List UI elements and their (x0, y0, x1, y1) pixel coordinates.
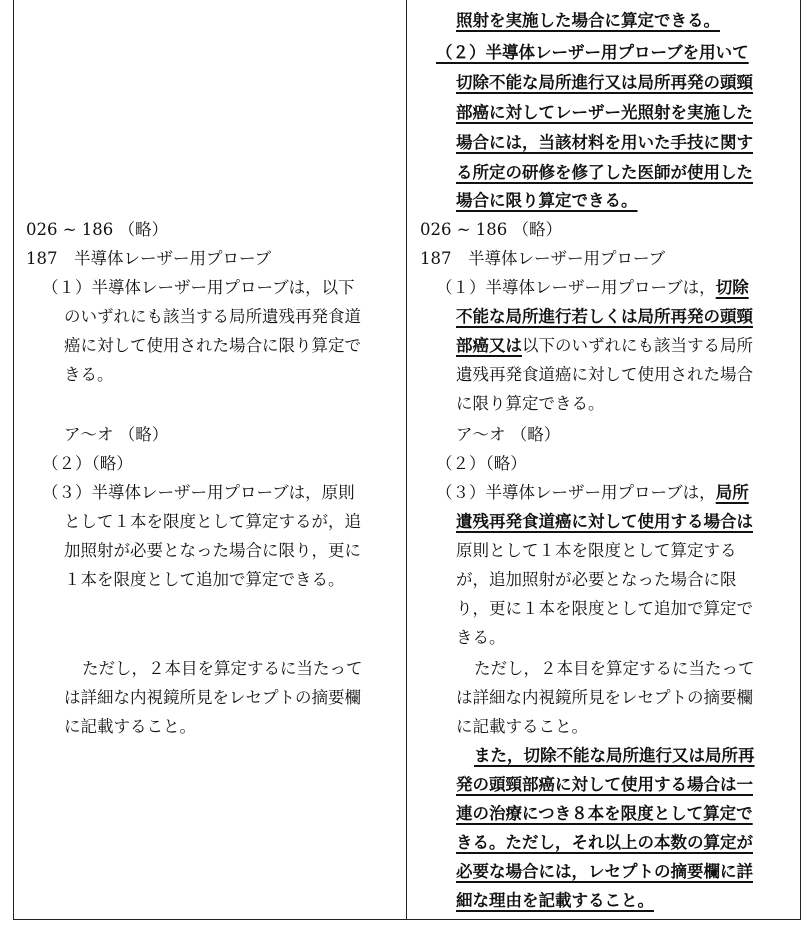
right-p1-line (436, 273, 749, 302)
right-p5-line: 必要な場合には，レセプトの摘要欄に詳 (456, 862, 753, 881)
left-p4-line: は詳細な内視鏡所見をレセプトの摘要欄 (64, 688, 361, 707)
right-p5-line: 連の治療につき８本を限度として算定で (456, 804, 753, 823)
right-p3-line: が，追加照射が必要となった場合に限 (456, 570, 737, 589)
right-p1-added-text: 部癌又は (456, 336, 522, 355)
left-p3-line: 加照射が必要となった場合に限り，更に (64, 541, 361, 560)
right-p4-line: ただし，２本目を算定するに当たって (474, 659, 755, 678)
right-p5-line: 発の頭頸部癌に対して使用する場合は一 (456, 775, 753, 794)
right-p4-line: に記載すること。 (456, 717, 588, 736)
right-range-line: 026 ~ 186 （略） (420, 220, 563, 239)
right-p3-line: り，更に１本を限度として追加で算定で (456, 599, 753, 618)
right-top-p2-line: 場合に限り算定できる。 (456, 191, 638, 210)
right-p1-line (456, 331, 753, 360)
right-p2: （２）（略） (436, 454, 527, 473)
left-range-line: 026 ~ 186 （略） (26, 220, 169, 239)
right-p1-line: に限り算定できる。 (456, 394, 605, 413)
right-top-p2-line: （２）半導体レーザー用プローブを用いて (436, 43, 749, 62)
right-p1-line: 遺残再発食道癌に対して使用された場合 (456, 365, 753, 384)
left-sub-a-o: ア～オ （略） (64, 425, 169, 444)
left-p1-line: 癌に対して使用された場合に限り算定で (64, 336, 361, 355)
left-p4-line: ただし，２本目を算定するに当たって (82, 659, 363, 678)
right-p1-prefix: （１）半導体レーザー用プローブは， (436, 278, 716, 297)
right-p5-line: きる。ただし，それ以上の本数の算定が (456, 833, 753, 852)
table-left-border (13, 0, 14, 920)
left-p3-line: １本を限度として追加で算定できる。 (64, 570, 345, 589)
right-p3-added-text: 遺残再発食道癌に対して使用する場合は (456, 512, 753, 531)
right-p3-line (436, 478, 749, 507)
table-right-border (800, 0, 801, 920)
left-p4-line: に記載すること。 (64, 717, 196, 736)
right-top-p2-line: 部癌に対してレーザー光照射を実施した (456, 103, 753, 122)
right-p4-line: は詳細な内視鏡所見をレセプトの摘要欄 (456, 688, 753, 707)
right-p1-rest: 以下のいずれにも該当する局所 (522, 336, 753, 355)
right-top-p2-line: る所定の研修を修了した医師が使用した (456, 163, 753, 182)
right-p1-added-text: 切除 (715, 278, 749, 297)
table-bottom-border (13, 919, 801, 920)
right-top-continuation: 照射を実施した場合に算定できる。 (456, 11, 720, 30)
right-sub-a-o: ア～オ （略） (456, 425, 561, 444)
left-p3-line: （３）半導体レーザー用プローブは，原則 (42, 483, 355, 502)
right-p5-line: 細な理由を記載すること。 (456, 891, 654, 910)
right-p3-added-text: 局所 (715, 483, 749, 502)
right-top-p2-line: 場合には，当該材料を用いた手技に関す (456, 133, 753, 152)
right-p3-prefix: （３）半導体レーザー用プローブは， (436, 483, 716, 502)
right-p3-line: きる。 (456, 628, 506, 647)
right-p1-added-text: 不能な局所進行若しくは局所再発の頭頸 (456, 307, 753, 326)
left-p2: （２）（略） (42, 454, 133, 473)
right-p5-line: また，切除不能な局所進行又は局所再 (474, 746, 755, 765)
left-item-title: 187 半導体レーザー用プローブ (26, 249, 272, 268)
left-p3-line: として１本を限度として算定するが，追 (64, 512, 361, 531)
right-item-title: 187 半導体レーザー用プローブ (420, 249, 666, 268)
left-p1-line: きる。 (64, 365, 114, 384)
right-top-p2-line: 切除不能な局所進行又は局所再発の頭頸 (456, 73, 753, 92)
left-p1-line: （１）半導体レーザー用プローブは，以下 (42, 278, 355, 297)
left-p1-line: のいずれにも該当する局所遺残再発食道 (64, 307, 361, 326)
table-column-divider (406, 0, 407, 920)
right-p3-line: 原則として１本を限度として算定する (456, 541, 737, 560)
